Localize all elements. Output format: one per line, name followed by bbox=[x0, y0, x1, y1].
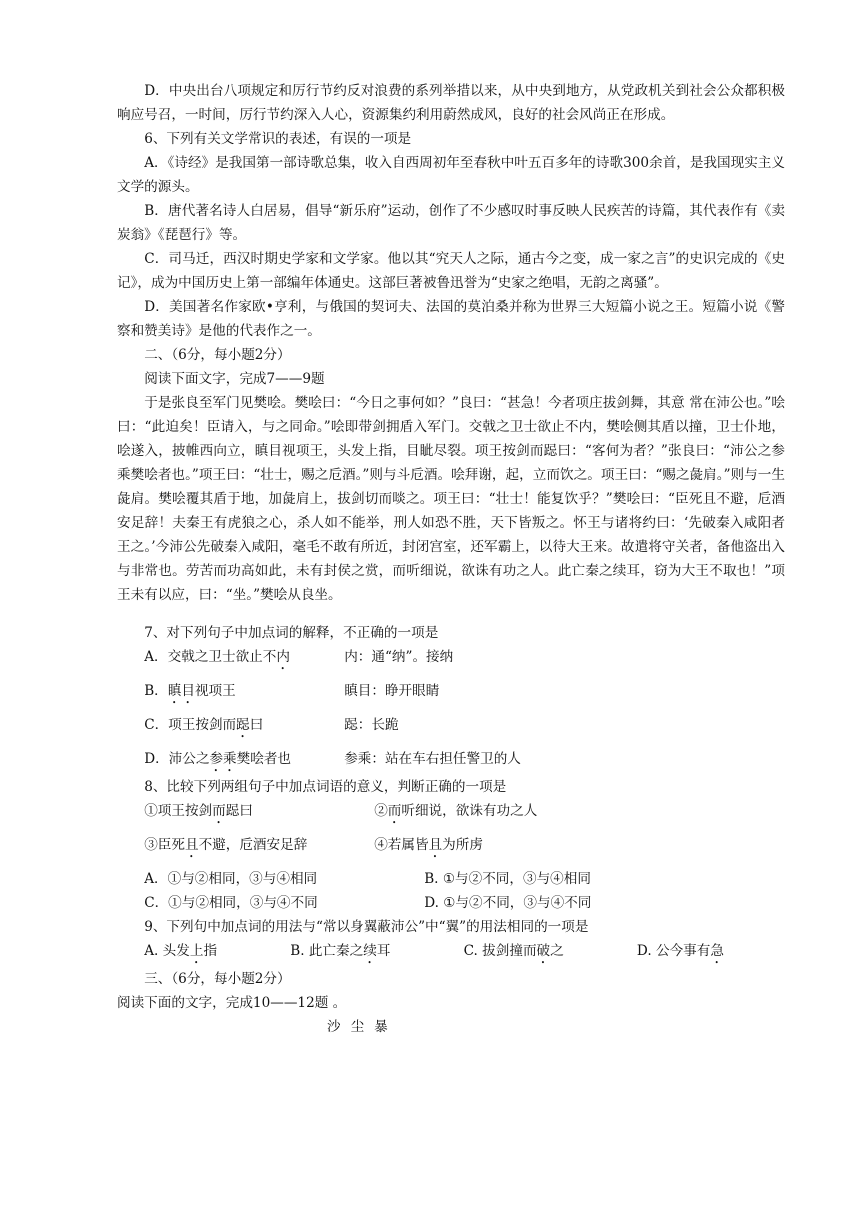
q6-option-a: A．《诗经》是我国第一部诗歌总集，收入自西周初年至春秋中叶五百多年的诗歌300余首，是我国现实主义文学的源头。 bbox=[117, 155, 785, 195]
q9-a-dotted-word: 上 bbox=[189, 943, 204, 959]
q7-option-c bbox=[117, 713, 785, 741]
q7-b-text: B． bbox=[144, 683, 168, 699]
q9-c-text-post: 之 bbox=[550, 943, 564, 959]
q9-c-text: C. 拔剑撞而 bbox=[463, 943, 537, 959]
q9-stem: 9、下列句中加点词的用法与“常以身翼蔽沛公”中“翼”的用法相同的一项是 bbox=[144, 919, 589, 935]
q8-option-c: C．①与②相同，③与④不同 bbox=[144, 895, 318, 911]
q5-option-d: D．中央出台八项规定和厉行节约反对浪费的系列举措以来，从中央到地方，从党政机关到社会公众都积极响应号召，一时间，厉行节约深入人心，资源集约利用蔚然成风，良好的社会风尚正在形成。 bbox=[117, 83, 785, 123]
q8-s1-text: ①项王按剑 bbox=[144, 803, 213, 819]
q7-a-dotted-word: 内 bbox=[276, 649, 290, 665]
q7-stem: 7、对下列句子中加点词的解释，不正确的一项是 bbox=[144, 625, 439, 641]
spacer bbox=[117, 607, 785, 621]
q7-d-text: D．沛公之 bbox=[144, 751, 210, 767]
q7-option-b bbox=[117, 679, 785, 707]
q9-options bbox=[117, 939, 785, 967]
q7-b-explanation: 瞋目：睁开眼睛 bbox=[344, 683, 440, 699]
q9-b-text: B. 此亡秦之 bbox=[290, 943, 364, 959]
passage-title: 沙尘暴 bbox=[327, 1019, 398, 1035]
q7-b-text-post: 视项王 bbox=[194, 683, 236, 699]
q6-stem: 6、下列有关文学常识的表述，有误的一项是 bbox=[144, 131, 412, 147]
q8-s2-dotted-word: 而 bbox=[387, 803, 402, 819]
q8-option-b: B. ①与②不同，③与④相同 bbox=[424, 871, 591, 887]
q6-option-c: C．司马迁，西汉时期史学家和文学家。他以其“究天人之际，通古今之变，成一家之言”的史识完成的《史记》，成为中国历史上第一部编年体通史。这部巨著被鲁迅誉为“史家之绝唱，无韵之离骚”。 bbox=[117, 251, 785, 291]
q9-option-b bbox=[263, 939, 390, 967]
q7-c-dotted-word: 跽 bbox=[236, 717, 250, 733]
section-3-header: 三、（6分，每小题2分） bbox=[144, 971, 291, 987]
q7-c-explanation: 跽：长跪 bbox=[344, 717, 399, 733]
q8-s4-dotted-word: 且 bbox=[428, 837, 443, 853]
q9-d-text: D. 公今事有 bbox=[636, 943, 711, 959]
exam-page bbox=[117, 79, 785, 1039]
q7-a-text: A．交戟之卫士欲止不 bbox=[144, 649, 277, 665]
q8-s3-text-post: 不避，卮酒安足辞 bbox=[198, 837, 308, 853]
q7-b-dotted-word: 瞋目 bbox=[167, 683, 195, 699]
q8-s4-text: ④若属皆 bbox=[374, 837, 429, 853]
q8-option-a: A．①与②相同，③与④相同 bbox=[144, 871, 318, 887]
q8-options-ab bbox=[117, 867, 785, 891]
q8-s4-text-post: 为所虏 bbox=[442, 837, 483, 853]
q8-s3-dotted-word: 且 bbox=[184, 837, 199, 853]
q6-option-b: B．唐代著名诗人白居易，倡导“新乐府”运动，创作了不少感叹时事反映人民疾苦的诗篇，其代表作有《卖炭翁》《琵琶行》等。 bbox=[117, 203, 785, 243]
q8-sentences-3-4 bbox=[117, 833, 785, 861]
q8-s2-text-post: 听细说，欲诛有功之人 bbox=[401, 803, 538, 819]
q8-option-d: D. ①与②不同，③与④不同 bbox=[424, 895, 592, 911]
q8-options-cd bbox=[117, 891, 785, 915]
section-2-header: 二、（6分，每小题2分） bbox=[144, 347, 291, 363]
q9-option-a bbox=[117, 939, 217, 967]
q9-d-dotted-word: 急 bbox=[710, 943, 724, 959]
q9-b-text-post: 耳 bbox=[376, 943, 391, 959]
q8-s1-text-post: 跽曰 bbox=[225, 803, 253, 819]
q7-d-explanation: 参乘：站在车右担任警卫的人 bbox=[344, 751, 521, 767]
q9-option-d bbox=[610, 939, 724, 967]
q7-c-text: C．项王按剑而 bbox=[144, 717, 237, 733]
q9-a-text: A. 头发 bbox=[144, 943, 190, 959]
section-3-instruction: 阅读下面的文字，完成10——12题 。 bbox=[117, 995, 347, 1011]
classical-passage: 于是张良至军门见樊哙。樊哙曰：“今日之事何如？”良曰：“甚急！今者项庄拔剑舞，其意 常在沛公也。”哙曰：“此迫矣！臣请入，与之同命。”哙即带剑拥盾入军门。交戟之卫士欲止不内，樊哙侧其盾以撞，卫士仆地，哙遂入，披帷西向立，瞋目视项王，头发上指，目眦尽裂。项王按剑而跽曰：“客何为者？”张良曰：“沛公之参乘樊哙者也。”项王曰：“壮士，赐之卮酒。”则与斗卮酒。哙拜谢，起，立而饮之。项王曰：“赐之彘肩。”则与一生彘肩。樊哙覆其盾于地，加彘肩上，拔剑切而啖之。项王曰：“壮士！能复饮乎？”樊哙曰：“臣死且不避，卮酒安足辞！夫秦王有虎狼之心，杀人如不能举，刑人如恐不胜，天下皆叛之。怀王与诸将约曰：‘先破秦入咸阳者王之。’今沛公先破秦入咸阳，毫毛不敢有所近，封闭宫室，还军霸上，以待大王来。故遣将守关者，备他盗出入与非常也。劳苦而功高如此，未有封侯之赏，而听细说，欲诛有功之人。此亡秦之续耳，窃为大王不取也！”项王未有以应，曰：“坐。”樊哙从良坐。 bbox=[117, 395, 785, 603]
q8-s2-text: ② bbox=[374, 803, 388, 819]
q7-c-text-post: 曰 bbox=[249, 717, 264, 733]
q9-option-c bbox=[436, 939, 563, 967]
q7-d-text-post: 樊哙者也 bbox=[236, 751, 292, 767]
q9-b-dotted-word: 续 bbox=[363, 943, 377, 959]
q7-option-a bbox=[117, 645, 785, 673]
q8-s1-dotted-word: 而 bbox=[212, 803, 226, 819]
section-2-instruction: 阅读下面文字，完成7——9题 bbox=[144, 371, 325, 387]
q6-option-d: D．美国著名作家欧•亨利，与俄国的契诃夫、法国的莫泊桑并称为世界三大短篇小说之王。短篇小说《警察和赞美诗》是他的代表作之一。 bbox=[117, 299, 785, 339]
q8-s3-text: ③臣死 bbox=[144, 837, 185, 853]
q8-sentences-1-2 bbox=[117, 799, 785, 827]
q9-a-text-post: 指 bbox=[203, 943, 218, 959]
q9-c-dotted-word: 破 bbox=[536, 943, 551, 959]
q7-d-dotted-word: 参乘 bbox=[209, 751, 237, 767]
q8-stem: 8、比较下列两组句子中加点词语的意义，判断正确的一项是 bbox=[144, 779, 507, 795]
q7-option-d bbox=[117, 747, 785, 775]
q7-a-explanation: 内：通“纳”。接纳 bbox=[344, 649, 454, 665]
